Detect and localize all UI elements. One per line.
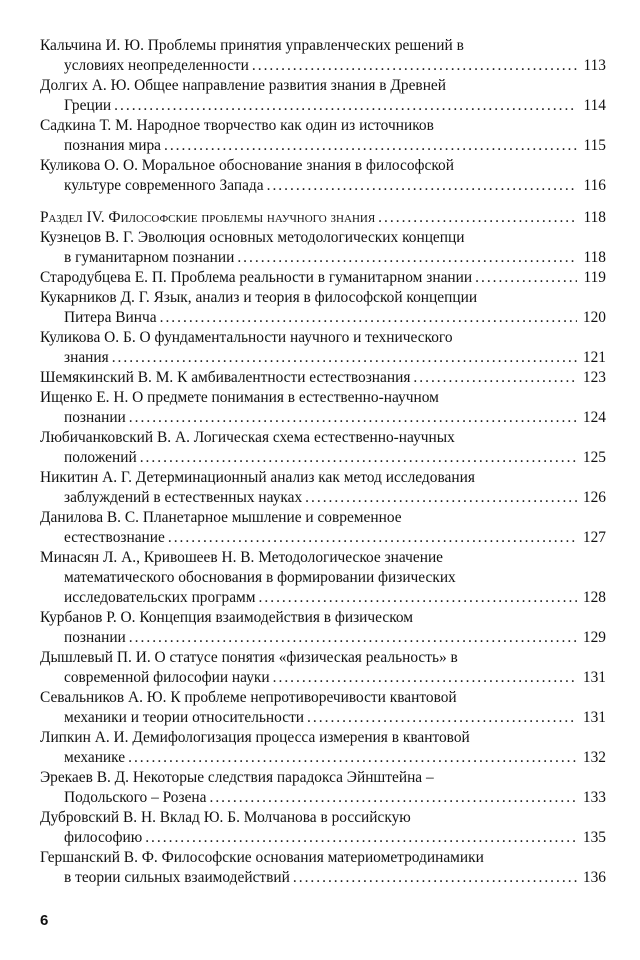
dot-leader [140, 448, 577, 468]
dot-leader [307, 708, 577, 728]
toc-entry-line [40, 488, 606, 508]
toc-page-number: 119 [583, 269, 606, 286]
toc-page-number: 115 [583, 137, 606, 154]
toc-entry-text: Ищенко Е. Н. О предмете понимания в естественно-научном [40, 389, 439, 406]
toc-page-number: 131 [582, 709, 606, 726]
toc-page-number: 123 [582, 369, 606, 386]
toc-entry-line [40, 848, 606, 868]
toc-entry-text: Стародубцева Е. П. Проблема реальности в гуманитарном знании [40, 269, 473, 286]
toc-entry-line [40, 36, 606, 56]
dot-leader [145, 828, 577, 848]
dot-leader [164, 136, 577, 156]
toc-entry-line [40, 56, 606, 76]
toc-entry-line [40, 588, 606, 608]
toc-entry-line [40, 808, 606, 828]
toc-entry-line [40, 368, 606, 388]
toc-entry-line [40, 748, 606, 768]
toc-entry-line [40, 328, 606, 348]
dot-leader [209, 788, 577, 808]
toc-page-number: 127 [582, 529, 606, 546]
toc-entry-text: Севальников А. Ю. К проблеме непротиворечивости квантовой [40, 689, 457, 706]
toc-entry-text: положений [64, 449, 137, 466]
section-label: Раздел IV. Философские проблемы научного знания [40, 209, 376, 226]
table-of-contents [40, 36, 606, 888]
toc-page-number: 136 [582, 869, 606, 886]
toc-entry [40, 76, 606, 116]
toc-entry-text: Куликова О. О. Моральное обоснование знания в философской [40, 157, 454, 174]
toc-page-number: 126 [582, 489, 606, 506]
toc-entry-text: механики и теории относительности [64, 709, 305, 726]
section-page-number: 118 [583, 209, 606, 226]
dot-leader [128, 748, 577, 768]
toc-page-number: 133 [582, 789, 606, 806]
toc-entry-text: заблуждений в естественных науках [64, 489, 303, 506]
toc-entry [40, 368, 606, 388]
toc-page-number: 116 [583, 177, 606, 194]
toc-entry-text: современной философии науки [64, 669, 270, 686]
toc-entry-text: Кукарников Д. Г. Язык, анализ и теория в философской концепции [40, 289, 478, 306]
toc-entry [40, 156, 606, 196]
toc-entry-line [40, 428, 606, 448]
toc-entry-text: Липкин А. И. Демифологизация процесса измерения в квантовой [40, 729, 470, 746]
toc-entry-line [40, 308, 606, 328]
toc-entry-text: познания мира [64, 137, 161, 154]
toc-entry-text: Дышлевый П. И. О статусе понятия «физическая реальность» в [40, 649, 458, 666]
toc-entry-line [40, 408, 606, 428]
toc-entry-text: Питера Винча [64, 309, 157, 326]
toc-entry-text: Гершанский В. Ф. Философские основания материометродинамики [40, 849, 484, 866]
toc-entry-line [40, 548, 606, 568]
toc-page-number: 121 [582, 349, 606, 366]
section-heading [40, 208, 606, 228]
toc-entry [40, 116, 606, 156]
toc-page-number: 114 [583, 97, 606, 114]
toc-page-number: 113 [583, 57, 606, 74]
toc-entry-text: в теории сильных взаимодействий [64, 869, 290, 886]
toc-entry-text: Садкина Т. М. Народное творчество как один из источников [40, 117, 434, 134]
toc-entry-text: Кальчина И. Ю. Проблемы принятия управленческих решений в [40, 37, 464, 54]
toc-page-number: 118 [583, 249, 606, 266]
toc-entry-line [40, 268, 606, 288]
dot-leader [413, 368, 577, 388]
section-gap [40, 196, 606, 208]
toc-entry-line [40, 156, 606, 176]
toc-entry-line [40, 768, 606, 788]
toc-entry-text: культуре современного Запада [64, 177, 264, 194]
toc-entry [40, 608, 606, 648]
toc-entry-line [40, 116, 606, 136]
toc-entry [40, 288, 606, 328]
toc-entry-text: условиях неопределенности [64, 57, 249, 74]
toc-entry-text: Эрекаев В. Д. Некоторые следствия парадокса Эйнштейна – [40, 769, 434, 786]
toc-entry [40, 36, 606, 76]
dot-leader [378, 208, 577, 228]
toc-group-before [40, 36, 606, 196]
toc-entry-line [40, 868, 606, 888]
toc-entry-text: механике [64, 749, 126, 766]
dot-leader [293, 868, 577, 888]
toc-entry-text: Данилова В. С. Планетарное мышление и современное [40, 509, 402, 526]
toc-entry-line [40, 788, 606, 808]
toc-entry [40, 328, 606, 368]
toc-entry-text: Любичанковский В. А. Логическая схема естественно-научных [40, 429, 455, 446]
toc-entry-line [40, 176, 606, 196]
dot-leader [168, 528, 577, 548]
dot-leader [267, 176, 577, 196]
toc-entry-text: Курбанов Р. О. Концепция взаимодействия в физическом [40, 609, 414, 626]
toc-entry-text: философию [64, 829, 143, 846]
toc-page-number: 131 [582, 669, 606, 686]
toc-entry-line [40, 708, 606, 728]
toc-entry-line [40, 288, 606, 308]
toc-entry-text: познании [64, 409, 126, 426]
toc-entry-text: Куликова О. Б. О фундаментальности научного и технического [40, 329, 453, 346]
toc-page-number: 135 [582, 829, 606, 846]
toc-entry-text: Долгих А. Ю. Общее направление развития знания в Древней [40, 77, 447, 94]
toc-entry [40, 548, 606, 608]
toc-page-number: 128 [582, 589, 606, 606]
toc-entry [40, 428, 606, 468]
toc-entry-line [40, 348, 606, 368]
dot-leader [252, 56, 577, 76]
toc-entry-line [40, 648, 606, 668]
toc-entry [40, 648, 606, 688]
toc-entry-text: Греции [64, 97, 112, 114]
toc-entry-text: математического обоснования в формировании физических [64, 569, 456, 586]
toc-entry-line [40, 448, 606, 468]
toc-entry-line [40, 228, 606, 248]
dot-leader [112, 348, 577, 368]
dot-leader [114, 96, 577, 116]
dot-leader [259, 588, 577, 608]
toc-entry [40, 808, 606, 848]
toc-page-number: 124 [582, 409, 606, 426]
toc-entry-line [40, 508, 606, 528]
toc-entry [40, 848, 606, 888]
toc-page-number: 129 [582, 629, 606, 646]
toc-entry-text: познании [64, 629, 126, 646]
toc-entry-line [40, 388, 606, 408]
toc-entry-line [40, 76, 606, 96]
toc-page-number: 125 [582, 449, 606, 466]
toc-entry-line [40, 248, 606, 268]
toc-entry [40, 268, 606, 288]
toc-entry-text: Минасян Л. А., Кривошеев Н. В. Методологическое значение [40, 549, 444, 566]
toc-entry-text: Подольского – Розена [64, 789, 207, 806]
toc-entry-line [40, 628, 606, 648]
dot-leader [129, 408, 577, 428]
dot-leader [273, 668, 577, 688]
toc-entry-text: Шемякинский В. М. К амбивалентности естествознания [40, 369, 411, 386]
toc-entry-text: Кузнецов В. Г. Эволюция основных методологических концепци [40, 229, 465, 246]
toc-entry-text: Дубровский В. Н. Вклад Ю. Б. Молчанова в российскую [40, 809, 411, 826]
toc-entry-text: в гуманитарном познании [64, 249, 235, 266]
toc-entry [40, 508, 606, 548]
toc-entry-text: знания [64, 349, 109, 366]
dot-leader [305, 488, 577, 508]
toc-entry-line [40, 668, 606, 688]
toc-entry-line [40, 136, 606, 156]
dot-leader [160, 308, 577, 328]
toc-entry-line [40, 688, 606, 708]
toc-entry [40, 228, 606, 268]
toc-entry [40, 688, 606, 728]
toc-entry [40, 728, 606, 768]
toc-group-after [40, 228, 606, 888]
toc-entry [40, 768, 606, 808]
toc-entry-line [40, 568, 606, 588]
toc-entry-text: естествознание [64, 529, 165, 546]
dot-leader [237, 248, 577, 268]
dot-leader [475, 268, 577, 288]
dot-leader [129, 628, 577, 648]
toc-entry-line [40, 608, 606, 628]
toc-entry-line [40, 828, 606, 848]
toc-entry-line [40, 728, 606, 748]
toc-page-number: 132 [582, 749, 606, 766]
toc-entry-line [40, 528, 606, 548]
toc-entry-line [40, 468, 606, 488]
toc-entry [40, 388, 606, 428]
toc-entry-line [40, 96, 606, 116]
toc-page-number: 120 [582, 309, 606, 326]
toc-entry [40, 468, 606, 508]
toc-entry-text: исследовательских программ [64, 589, 256, 606]
toc-entry-text: Никитин А. Г. Детерминационный анализ как метод исследования [40, 469, 475, 486]
page-folio: 6 [40, 912, 49, 929]
